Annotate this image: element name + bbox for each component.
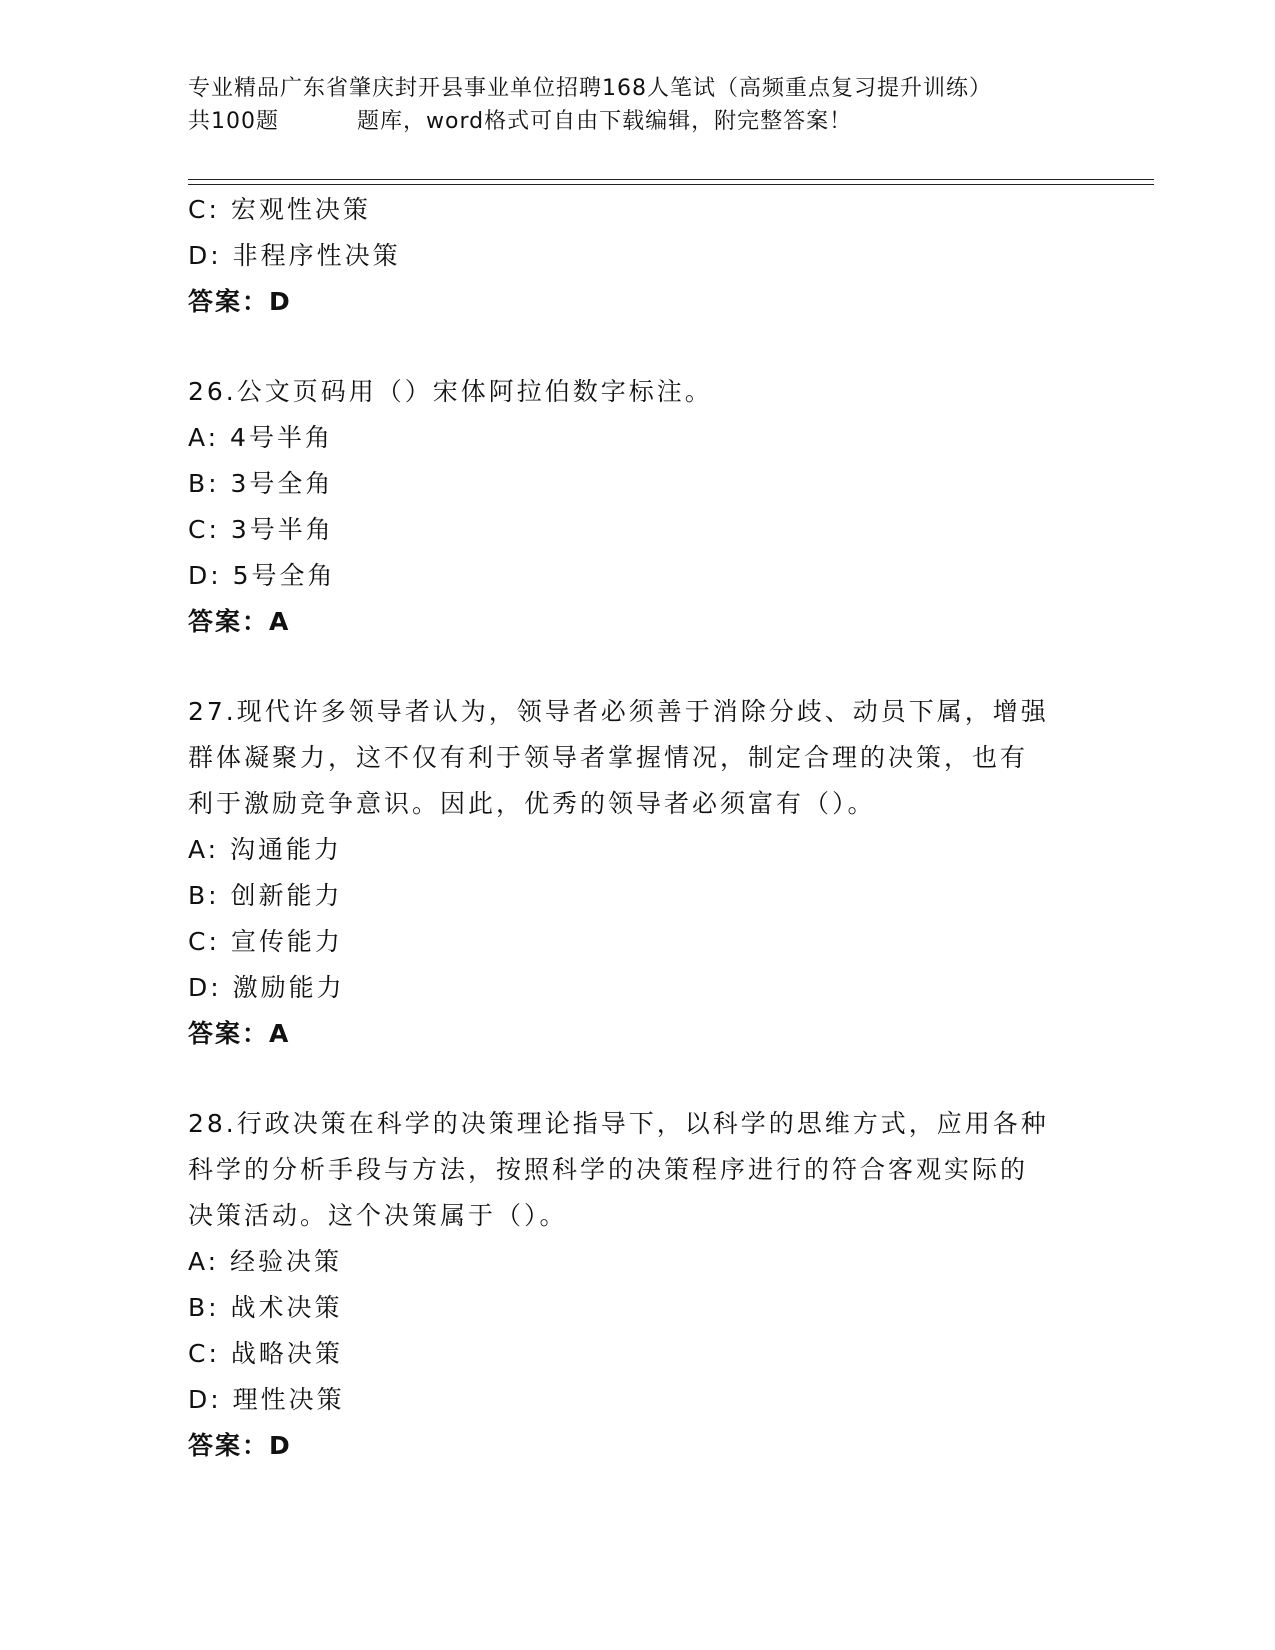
option-b: B: 战术决策 — [188, 1293, 343, 1322]
option-a: A: 4号半角 — [188, 423, 333, 452]
option-b: B: 3号全角 — [188, 469, 334, 498]
option-d: D: 非程序性决策 — [188, 241, 401, 270]
option-b: B: 创新能力 — [188, 881, 343, 910]
question-stem: 利于激励竞争意识。因此，优秀的领导者必须富有（）。 — [188, 789, 876, 818]
question-stem: 27.现代许多领导者认为，领导者必须善于消除分歧、动员下属，增强 — [188, 697, 1049, 726]
question-stem: 28.行政决策在科学的决策理论指导下，以科学的思维方式，应用各种 — [188, 1109, 1049, 1138]
option-d: D: 5号全角 — [188, 561, 336, 590]
question-block-25-tail — [188, 187, 1088, 325]
question-stem: 决策活动。这个决策属于（）。 — [188, 1201, 568, 1230]
document-header — [188, 72, 1088, 138]
answer-line: 答案：D — [188, 1431, 292, 1460]
option-c: C: 宏观性决策 — [188, 195, 371, 224]
question-block-28 — [188, 1101, 1088, 1469]
option-c: C: 战略决策 — [188, 1339, 343, 1368]
question-list — [188, 187, 1088, 1469]
header-divider-bottom — [188, 184, 1154, 185]
option-a: A: 沟通能力 — [188, 835, 343, 864]
answer-line: 答案：D — [188, 287, 292, 316]
option-d: D: 激励能力 — [188, 973, 345, 1002]
answer-line: 答案：A — [188, 607, 291, 636]
question-block-27 — [188, 689, 1088, 1057]
option-a: A: 经验决策 — [188, 1247, 343, 1276]
header-subtitle — [188, 105, 1088, 138]
option-d: D: 理性决策 — [188, 1385, 345, 1414]
answer-line: 答案：A — [188, 1019, 291, 1048]
header-question-count: 共100题 — [188, 109, 279, 134]
question-block-26 — [188, 369, 1088, 645]
question-stem: 26.公文页码用（）宋体阿拉伯数字标注。 — [188, 377, 713, 406]
question-stem: 群体凝聚力，这不仅有利于领导者掌握情况，制定合理的决策，也有 — [188, 743, 1029, 772]
header-title: 专业精品广东省肇庆封开县事业单位招聘168人笔试（高频重点复习提升训练） — [188, 76, 992, 101]
header-divider-top — [188, 179, 1154, 180]
option-c: C: 宣传能力 — [188, 927, 343, 956]
question-stem: 科学的分析手段与方法，按照科学的决策程序进行的符合客观实际的 — [188, 1155, 1029, 1184]
header-description: 题库，word格式可自由下载编辑，附完整答案！ — [357, 109, 853, 134]
option-c: C: 3号半角 — [188, 515, 334, 544]
